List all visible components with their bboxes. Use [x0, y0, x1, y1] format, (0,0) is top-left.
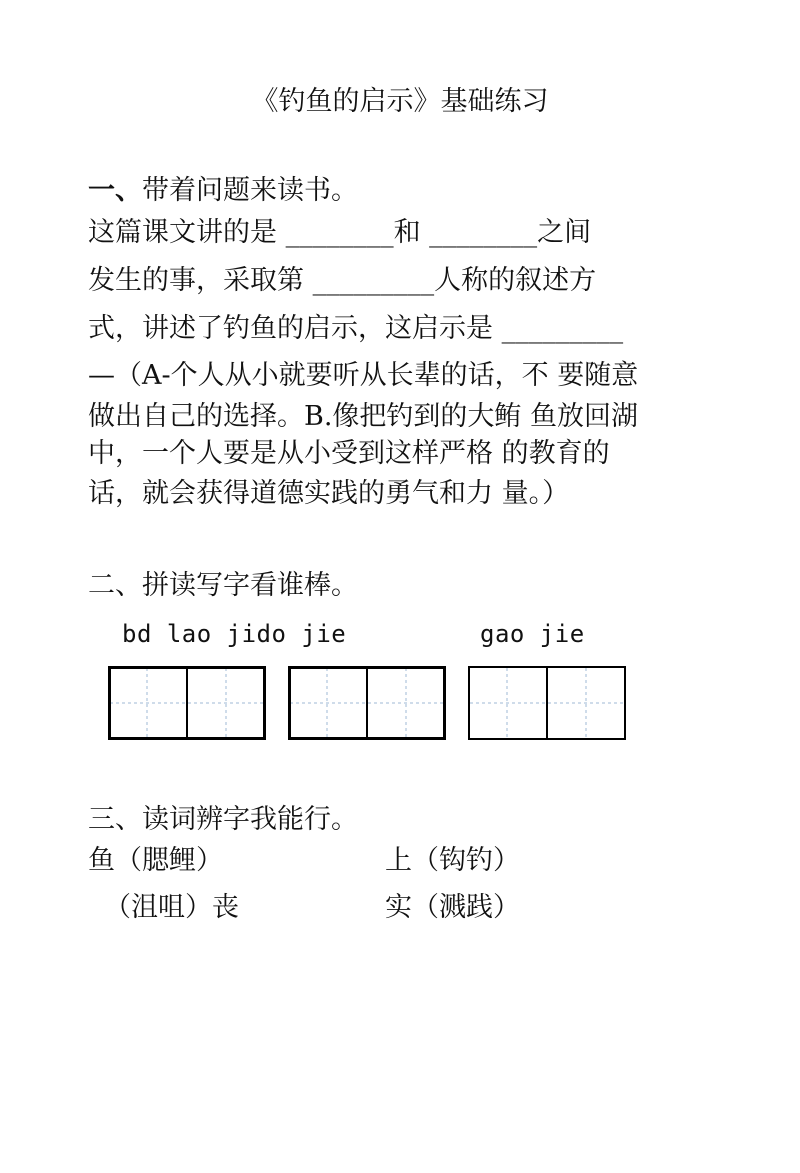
section1-heading: [88, 177, 358, 204]
section1-heading-text: 带着问题来读书。: [142, 175, 358, 206]
section1-line-2: 发生的事，采取第 _________人称的叙述方: [88, 265, 597, 296]
section1-line-3: 式，讲述了钓鱼的启示，这启示是 _________: [88, 313, 624, 344]
section1-number: 一、: [88, 175, 142, 206]
writing-grid-2[interactable]: [288, 666, 446, 738]
word-item-2: 上（钩钓）: [385, 845, 520, 876]
section1-line-7: 话，就会获得道德实践的勇气和力 量。）: [88, 478, 570, 509]
section1-line-1: 这篇课文讲的是 ________和 ________之间: [88, 217, 592, 248]
pinyin-label-left: bd lao jido jie: [122, 620, 347, 648]
word-item-3: （沮咀）丧: [104, 892, 239, 923]
section1-line-6: 中，一个人要是从小受到这样严格 的教育的: [88, 438, 610, 469]
page-title: 《钓鱼的启示》基础练习: [251, 86, 549, 117]
word-item-1: 鱼（腮鲤）: [88, 845, 223, 876]
word-item-4: 实（溅践）: [385, 892, 520, 923]
section2-heading: 二、拼读写字看谁棒。: [88, 570, 358, 601]
writing-grid-3[interactable]: [468, 666, 626, 738]
section1-line-4: —（A-个人从小就要听从长辈的话，不 要随意: [88, 360, 639, 391]
pinyin-label-right: gao jie: [480, 620, 585, 648]
section1-line-5: 做出自己的选择。B.像把钓到的大鲔 鱼放回湖: [88, 401, 639, 432]
writing-grid-1[interactable]: [108, 666, 266, 738]
section3-heading: 三、读词辨字我能行。: [88, 804, 358, 835]
